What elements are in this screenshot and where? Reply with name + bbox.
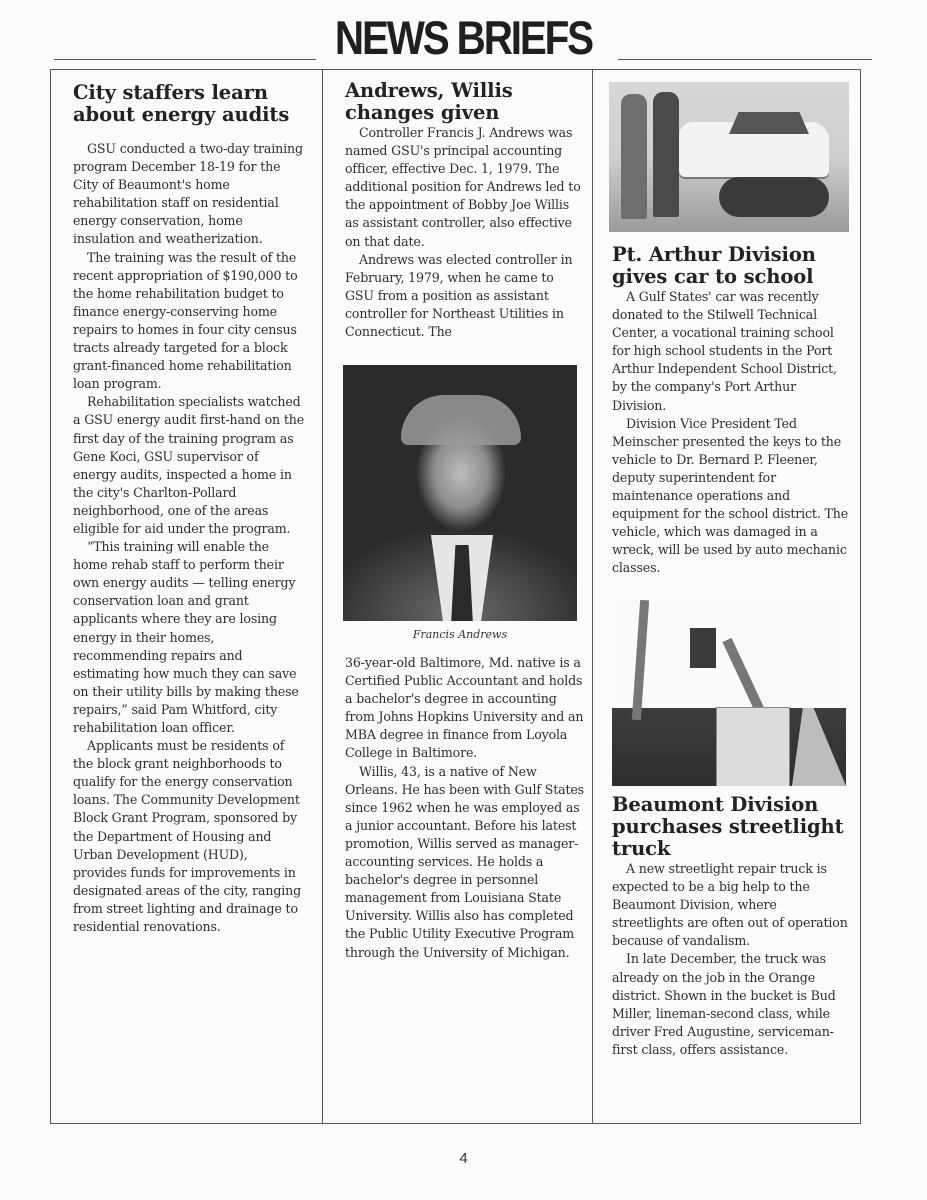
column-divider — [322, 69, 323, 1124]
article-paragraph: Andrews was elected controller in February, 1979, when he came to GSU from a position as assistant controller for Northeast Utilities in Connecticut. The — [345, 251, 573, 340]
article-paragraph: A new streetlight repair truck is expected to be a big help to the Beaumont Division, where streetlights are often out of operation because of vandalism. — [612, 861, 848, 949]
article-paragraph: GSU conducted a two-day training program December 18-19 for the City of Beaumont's home rehabilitation staff on residential energy conservation, home insulation and weatherization. — [73, 141, 303, 247]
article-andrews-willis — [345, 80, 585, 341]
article-headline: Pt. Arthur Division gives car to school — [612, 243, 816, 288]
article-paragraph: Applicants must be residents of the block grant neighborhoods to qualify for the energy conservation loans. The Community Development Block Grant Program, sponsored by the Department of Housing and Urban Development (HUD), provides funds for improvements in designated areas of the city, ranging from street lighting and drainage to residential renovations. — [73, 738, 302, 935]
article-andrews-willis-continued — [345, 654, 585, 962]
article-paragraph: A Gulf States' car was recently donated to the Stilwell Technical Center, a vocational training school for high school students in the Port Arthur Independent School District, by the company's Port Arthur Division. — [612, 289, 837, 413]
article-paragraph: Division Vice President Ted Meinscher presented the keys to the vehicle to Dr. Bernard P. Fleener, deputy superintendent for maintenance operations and equipment for the school district. The vehicle, which was damaged in a wreck, will be used by auto mechanic classes. — [612, 415, 849, 576]
column-divider — [592, 69, 593, 1124]
photo-caption: Francis Andrews — [412, 628, 508, 641]
article-car-to-school — [612, 244, 852, 578]
masthead — [0, 12, 927, 64]
article-headline: City staffers learn about energy audits — [73, 81, 290, 126]
article-paragraph: In late December, the truck was already on the job in the Orange district. Shown in the bucket is Bud Miller, lineman-second class, while driver Fred Augustine, serviceman-first class, offers assistance. — [612, 951, 836, 1057]
page-number: 4 — [459, 1150, 468, 1167]
article-paragraph: Willis, 43, is a native of New Orleans. He has been with Gulf States since 1962 when he was employed as a junior accountant. Before his latest promotion, Willis served as manager-accounting services. He holds a bachelor's degree in personnel management from Louisiana State University. Willis also has completed the Public Utility Executive Program through the University of Michigan. — [345, 763, 584, 960]
article-headline: Beaumont Division purchases streetlight truck — [612, 793, 844, 860]
article-paragraph: The training was the result of the recent appropriation of $190,000 to the home rehabilitation budget to finance energy-conserving home repairs to homes in four city census tracts already targeted for a block grant-financed home rehabilitation loan program. — [73, 249, 298, 392]
article-streetlight-truck — [612, 794, 852, 1059]
portrait-photo — [343, 365, 577, 621]
masthead-rule-right — [618, 59, 872, 60]
article-paragraph: Controller Francis J. Andrews was named GSU's principal accounting officer, effective Dec. 1, 1979. The additional position for Andrews led to the appointment of Bobby Joe Willis as assistant controller, also effective on that date. — [345, 125, 581, 249]
masthead-title: NEWS BRIEFS — [334, 11, 593, 64]
article-paragraph: 36-year-old Baltimore, Md. native is a Certified Public Accountant and holds a bachelor's degree in accounting from Johns Hopkins University and an MBA degree in finance from Loyola College in Baltimore. — [345, 655, 584, 761]
masthead-rule-left — [54, 59, 316, 60]
car-donation-photo — [609, 82, 849, 232]
article-headline: Andrews, Willis changes given — [345, 79, 513, 124]
article-paragraph: Rehabilitation specialists watched a GSU energy audit first-hand on the first day of the training program as Gene Koci, GSU supervisor of energy audits, inspected a home in the city's Charlton-Pollard neighborhood, one of the areas eligible for aid under the program. — [73, 394, 305, 536]
streetlight-truck-photo — [612, 600, 846, 786]
article-energy-audits — [73, 82, 305, 936]
article-paragraph: “This training will enable the home rehab staff to perform their own energy audits — telling energy conservation loan and grant applicants where they are losing energy in their homes, recommending repairs and estimating how much they can save on their utility bills by making these repairs,” said Pam Whitford, city rehabilitation loan officer. — [73, 539, 299, 735]
